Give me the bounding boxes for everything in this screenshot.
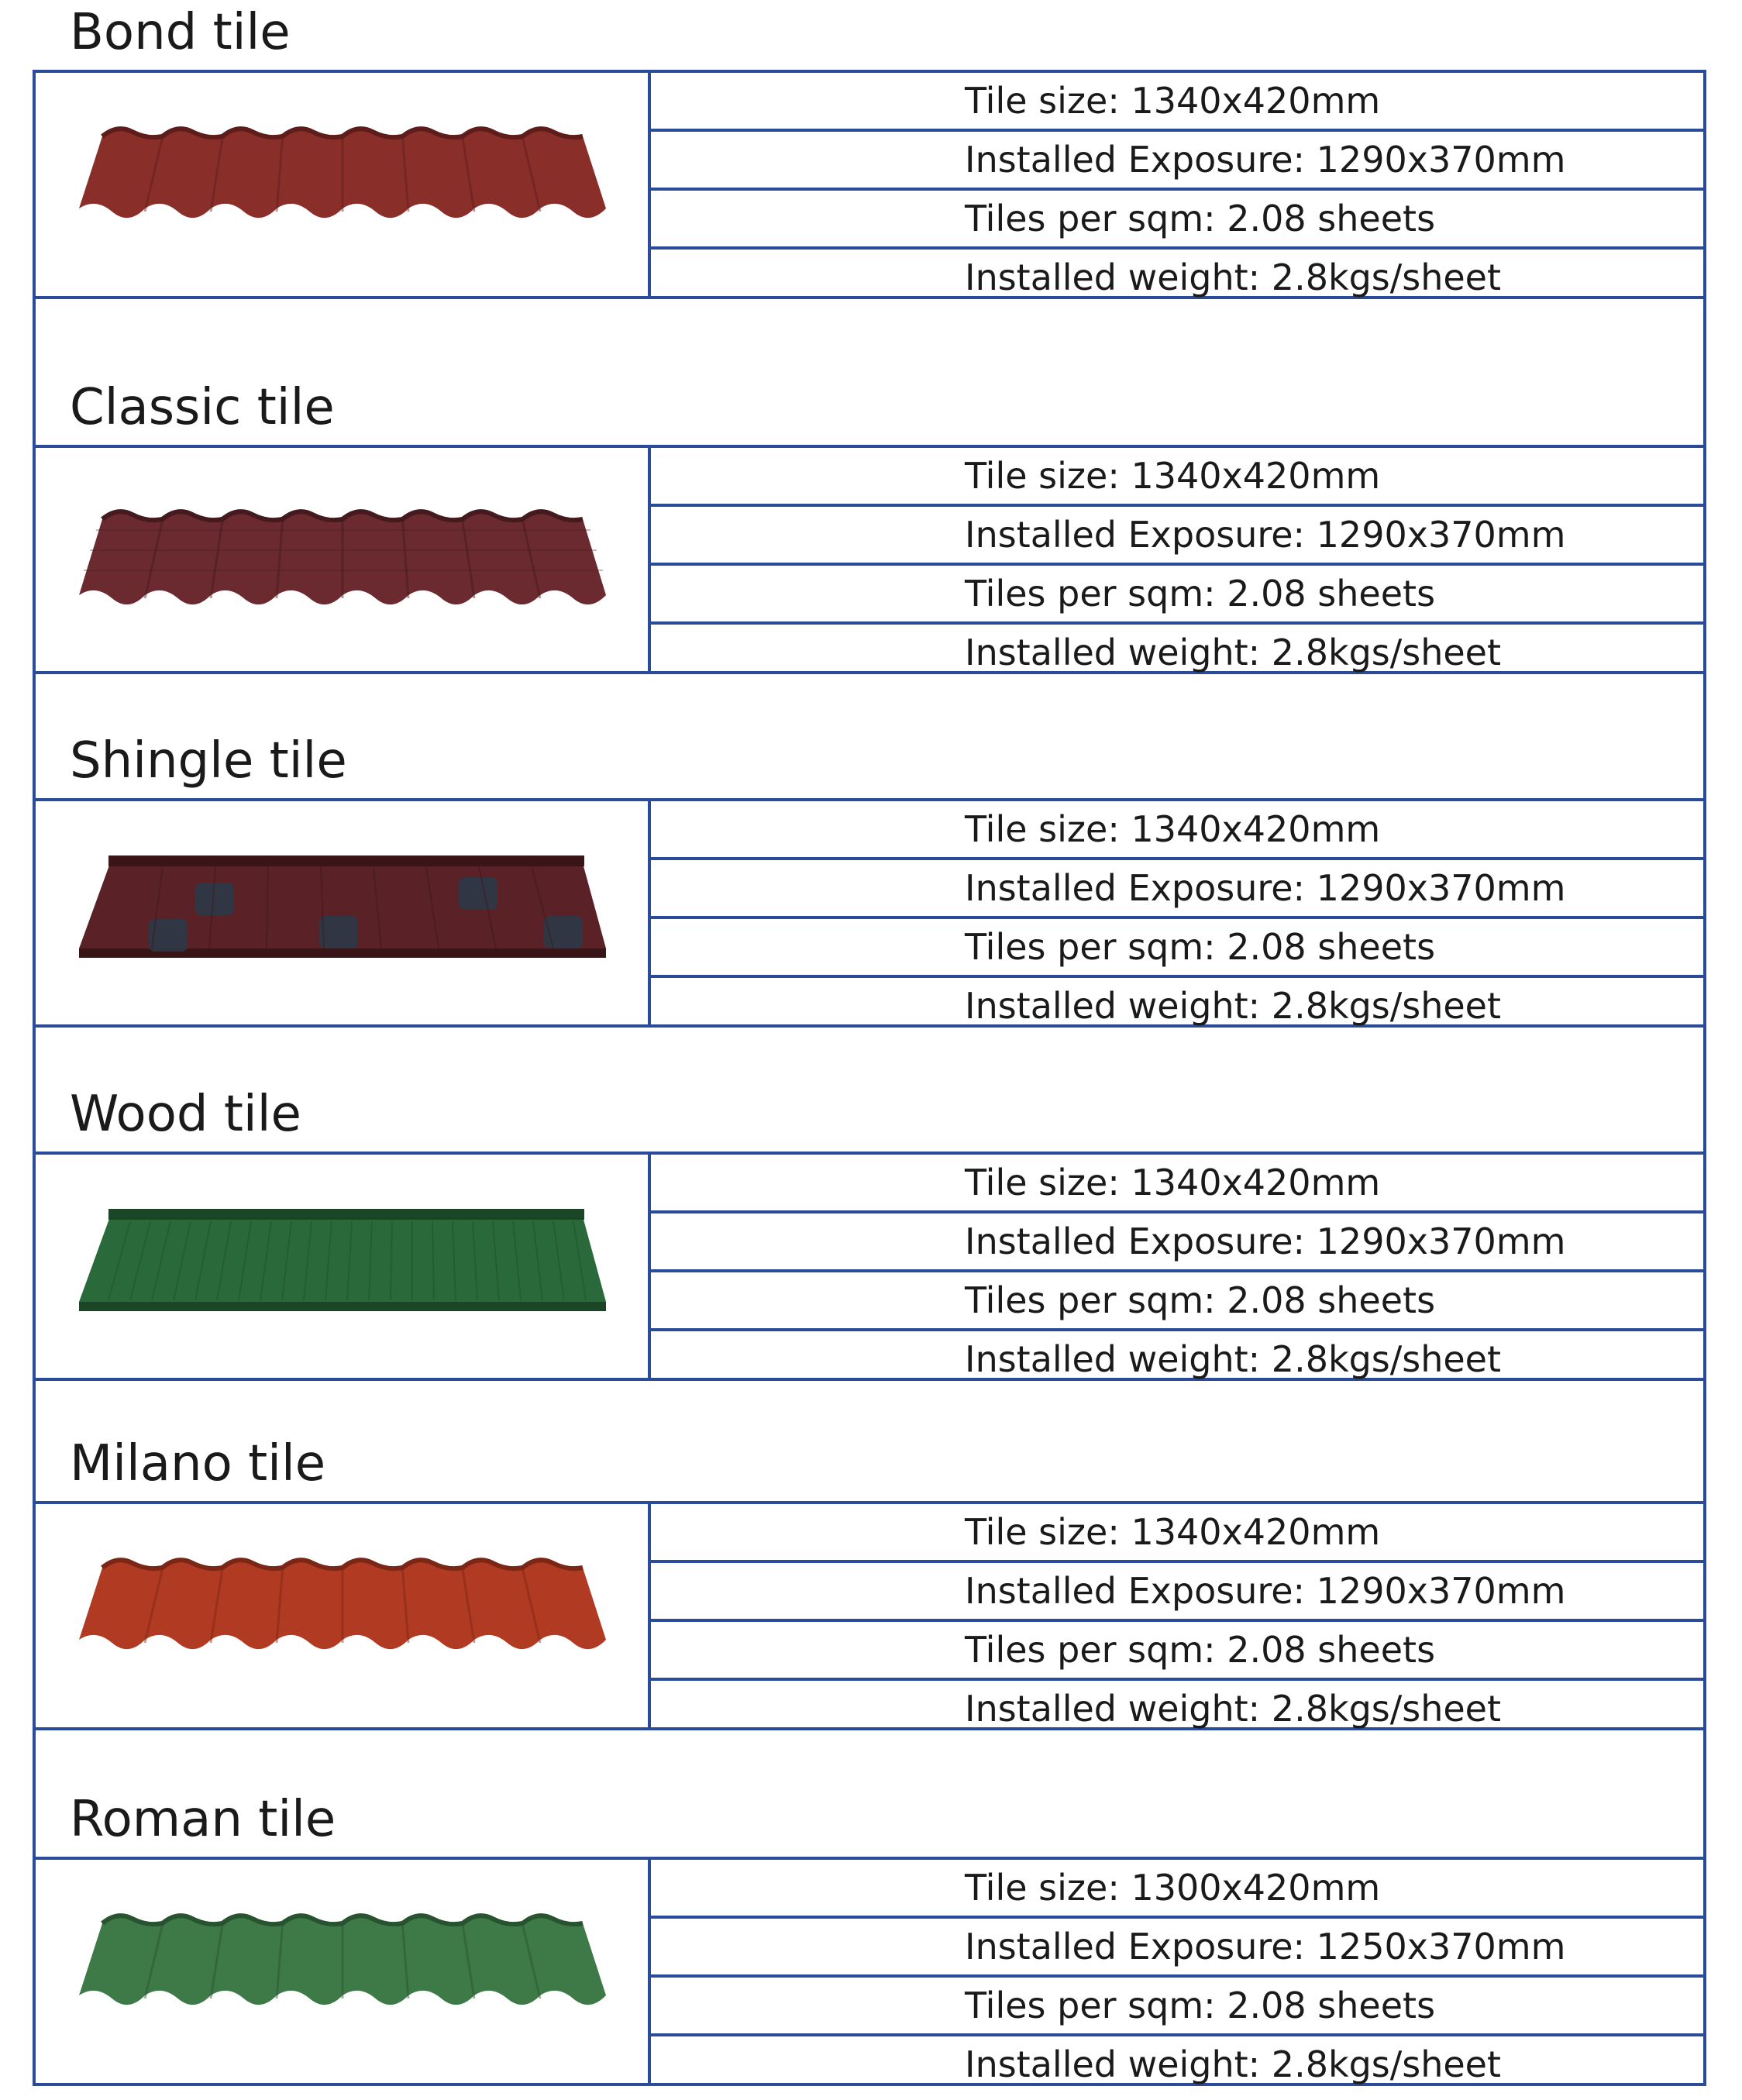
spec-row: Tiles per sqm: 2.08 sheets: [651, 566, 1706, 625]
spec-table: [33, 1857, 1706, 2086]
spec-table: [33, 1501, 1706, 1730]
tile-title: Roman tile: [70, 1791, 336, 1848]
spec-row: Tile size: 1340x420mm: [651, 801, 1706, 860]
tile-title: Milano tile: [70, 1435, 326, 1492]
spec-row: Installed Exposure: 1290x370mm: [651, 860, 1706, 919]
spec-row: Tile size: 1340x420mm: [651, 73, 1706, 132]
spec-table: [33, 445, 1706, 674]
tile-image-cell: [33, 73, 651, 296]
spec-table: [33, 798, 1706, 1028]
tile-image: [64, 832, 621, 995]
tile-image-cell: [33, 1860, 651, 2083]
tile-image: [64, 479, 621, 642]
spec-row: Tiles per sqm: 2.08 sheets: [651, 191, 1706, 250]
tile-title: Shingle tile: [70, 732, 347, 790]
tile-image: [64, 104, 621, 267]
spec-row: Tile size: 1340x420mm: [651, 1155, 1706, 1214]
tile-image-cell: [33, 448, 651, 671]
tile-title: Bond tile: [70, 4, 291, 61]
spec-list: [651, 801, 1706, 1027]
spec-list: [651, 73, 1706, 296]
spec-list: [651, 1155, 1706, 1378]
spec-row: Installed weight: 2.8kgs/sheet: [965, 1688, 1502, 1730]
spec-row: Tile size: 1300x420mm: [651, 1860, 1706, 1919]
spec-row: Installed weight: 2.8kgs/sheet: [965, 632, 1502, 673]
tile-title: Classic tile: [70, 379, 335, 436]
spec-row: Installed weight: 2.8kgs/sheet: [965, 1338, 1502, 1380]
spec-row: Installed weight: 2.8kgs/sheet: [965, 985, 1502, 1027]
tile-title: Wood tile: [70, 1086, 301, 1143]
spec-row: Installed Exposure: 1250x370mm: [651, 1919, 1706, 1978]
spec-table: [33, 70, 1706, 299]
spec-row: Tile size: 1340x420mm: [651, 448, 1706, 507]
tile-image: [64, 1535, 621, 1698]
spec-list: [651, 1860, 1706, 2083]
spec-row: Tiles per sqm: 2.08 sheets: [651, 919, 1706, 978]
tile-image-cell: [33, 1155, 651, 1378]
spec-row: Tiles per sqm: 2.08 sheets: [651, 1978, 1706, 2036]
spec-row: Installed Exposure: 1290x370mm: [651, 132, 1706, 191]
spec-row: Tiles per sqm: 2.08 sheets: [651, 1622, 1706, 1681]
tile-image: [64, 1186, 621, 1348]
spec-row: Installed Exposure: 1290x370mm: [651, 507, 1706, 566]
tile-image: [64, 1891, 621, 2054]
spec-row: Tiles per sqm: 2.08 sheets: [651, 1272, 1706, 1331]
outer-frame: [33, 70, 1706, 2085]
spec-list: [651, 448, 1706, 671]
spec-table: [33, 1152, 1706, 1381]
spec-row: Installed weight: 2.8kgs/sheet: [965, 256, 1502, 298]
spec-row: Installed Exposure: 1290x370mm: [651, 1563, 1706, 1622]
spec-row: Installed weight: 2.8kgs/sheet: [965, 2043, 1502, 2085]
spec-row: Tile size: 1340x420mm: [651, 1504, 1706, 1563]
spec-row: Installed Exposure: 1290x370mm: [651, 1214, 1706, 1272]
tile-image-cell: [33, 801, 651, 1024]
tile-image-cell: [33, 1504, 651, 1727]
spec-list: [651, 1504, 1706, 1730]
